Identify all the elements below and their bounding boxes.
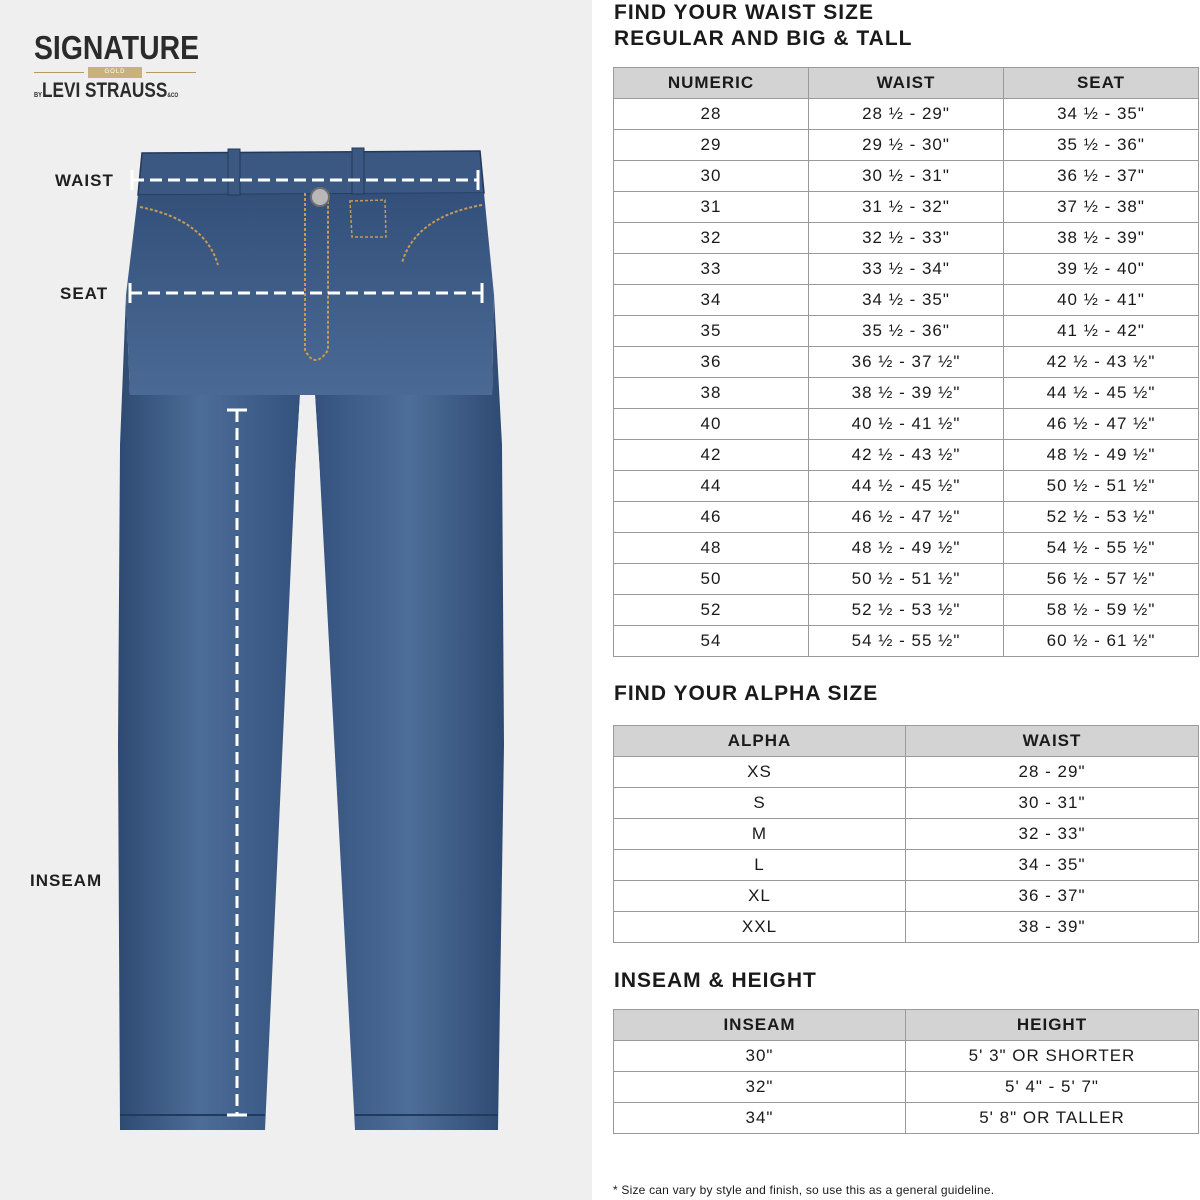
- table-row: [614, 626, 1199, 657]
- table-cell: 38 ½ - 39 ½": [809, 378, 1004, 409]
- table-cell: 35 ½ - 36": [809, 316, 1004, 347]
- table-cell: 28: [614, 99, 809, 130]
- table-row: [614, 378, 1199, 409]
- table-cell: 52 ½ - 53 ½": [1004, 502, 1199, 533]
- table-cell: 37 ½ - 38": [1004, 192, 1199, 223]
- table-row: [614, 254, 1199, 285]
- table-cell: 28 ½ - 29": [809, 99, 1004, 130]
- table-cell: 48: [614, 533, 809, 564]
- table-row: [614, 409, 1199, 440]
- table-row: [614, 1041, 1199, 1072]
- table-row: [614, 881, 1199, 912]
- table-cell: 60 ½ - 61 ½": [1004, 626, 1199, 657]
- table-cell: 50 ½ - 51 ½": [1004, 471, 1199, 502]
- table-cell: 54 ½ - 55 ½": [1004, 533, 1199, 564]
- logo-trademark: &CO: [167, 93, 179, 99]
- table-row: [614, 757, 1199, 788]
- table-row: [614, 316, 1199, 347]
- table-header-row: [614, 68, 1199, 99]
- size-footnote: * Size can vary by style and finish, so use this as a general guideline.: [613, 1183, 995, 1197]
- table-cell: XXL: [614, 912, 906, 943]
- header-waist: WAIST: [809, 68, 1004, 99]
- table-cell: 35: [614, 316, 809, 347]
- table-cell: 52 ½ - 53 ½": [809, 595, 1004, 626]
- table-cell: 29: [614, 130, 809, 161]
- table-cell: 32 ½ - 33": [809, 223, 1004, 254]
- alpha-section-title: FIND YOUR ALPHA SIZE: [614, 682, 879, 705]
- table-header-row: [614, 726, 1199, 757]
- table-cell: 58 ½ - 59 ½": [1004, 595, 1199, 626]
- table-cell: 36 - 37": [906, 881, 1199, 912]
- table-row: [614, 99, 1199, 130]
- table-row: [614, 502, 1199, 533]
- table-cell: 40 ½ - 41": [1004, 285, 1199, 316]
- header-height: HEIGHT: [906, 1010, 1199, 1041]
- header-inseam: INSEAM: [614, 1010, 906, 1041]
- table-cell: 41 ½ - 42": [1004, 316, 1199, 347]
- waist-title-line2: REGULAR AND BIG & TALL: [614, 27, 913, 50]
- waist-section-title: [614, 0, 912, 52]
- table-cell: 50: [614, 564, 809, 595]
- header-numeric: NUMERIC: [614, 68, 809, 99]
- table-cell: 42: [614, 440, 809, 471]
- table-cell: 42 ½ - 43 ½": [1004, 347, 1199, 378]
- table-cell: 5' 3" OR SHORTER: [906, 1041, 1199, 1072]
- table-cell: 34 - 35": [906, 850, 1199, 881]
- table-row: [614, 471, 1199, 502]
- waist-measure-label: WAIST: [55, 171, 114, 190]
- table-row: [614, 223, 1199, 254]
- table-row: [614, 1103, 1199, 1134]
- table-cell: 40: [614, 409, 809, 440]
- signature-logo: [34, 30, 204, 107]
- table-cell: M: [614, 819, 906, 850]
- table-cell: 44 ½ - 45 ½": [809, 471, 1004, 502]
- table-cell: 38: [614, 378, 809, 409]
- table-cell: 48 ½ - 49 ½": [1004, 440, 1199, 471]
- table-cell: 36 ½ - 37 ½": [809, 347, 1004, 378]
- table-cell: 34 ½ - 35": [1004, 99, 1199, 130]
- table-cell: 35 ½ - 36": [1004, 130, 1199, 161]
- table-row: [614, 819, 1199, 850]
- table-cell: 56 ½ - 57 ½": [1004, 564, 1199, 595]
- table-cell: 5' 4" - 5' 7": [906, 1072, 1199, 1103]
- product-image-panel: [0, 0, 592, 1200]
- table-cell: 46 ½ - 47 ½": [1004, 409, 1199, 440]
- table-cell: 32": [614, 1072, 906, 1103]
- table-row: [614, 912, 1199, 943]
- logo-by: BY: [34, 92, 42, 99]
- header-alpha: ALPHA: [614, 726, 906, 757]
- table-cell: 39 ½ - 40": [1004, 254, 1199, 285]
- table-cell: 30: [614, 161, 809, 192]
- table-row: [614, 347, 1199, 378]
- table-cell: L: [614, 850, 906, 881]
- header-seat: SEAT: [1004, 68, 1199, 99]
- waist-size-table: [613, 67, 1199, 657]
- seat-measure-label: SEAT: [60, 284, 109, 303]
- logo-gold-badge: GOLD: [88, 67, 142, 78]
- table-cell: S: [614, 788, 906, 819]
- table-cell: 44: [614, 471, 809, 502]
- table-cell: 31: [614, 192, 809, 223]
- table-row: [614, 130, 1199, 161]
- table-row: [614, 595, 1199, 626]
- table-cell: 54: [614, 626, 809, 657]
- table-cell: 36: [614, 347, 809, 378]
- logo-subline: [34, 79, 179, 107]
- table-cell: 29 ½ - 30": [809, 130, 1004, 161]
- table-cell: 5' 8" OR TALLER: [906, 1103, 1199, 1134]
- table-cell: XL: [614, 881, 906, 912]
- table-cell: 50 ½ - 51 ½": [809, 564, 1004, 595]
- table-cell: 34": [614, 1103, 906, 1134]
- table-header-row: [614, 1010, 1199, 1041]
- table-cell: 31 ½ - 32": [809, 192, 1004, 223]
- logo-gold-bar: [34, 67, 196, 79]
- table-cell: 40 ½ - 41 ½": [809, 409, 1004, 440]
- table-cell: XS: [614, 757, 906, 788]
- table-cell: 46 ½ - 47 ½": [809, 502, 1004, 533]
- table-cell: 36 ½ - 37": [1004, 161, 1199, 192]
- table-row: [614, 850, 1199, 881]
- table-cell: 34: [614, 285, 809, 316]
- waist-title-line1: FIND YOUR WAIST SIZE: [614, 1, 874, 24]
- table-row: [614, 1072, 1199, 1103]
- table-cell: 32 - 33": [906, 819, 1199, 850]
- table-row: [614, 564, 1199, 595]
- alpha-size-table: [613, 725, 1199, 943]
- table-cell: 48 ½ - 49 ½": [809, 533, 1004, 564]
- header-alpha-waist: WAIST: [906, 726, 1199, 757]
- inseam-section-title: INSEAM & HEIGHT: [614, 969, 817, 992]
- table-row: [614, 285, 1199, 316]
- table-cell: 38 - 39": [906, 912, 1199, 943]
- logo-brand: LEVI STRAUSS: [41, 79, 168, 102]
- table-row: [614, 440, 1199, 471]
- table-cell: 34 ½ - 35": [809, 285, 1004, 316]
- table-cell: 46: [614, 502, 809, 533]
- table-cell: 30": [614, 1041, 906, 1072]
- table-cell: 42 ½ - 43 ½": [809, 440, 1004, 471]
- table-row: [614, 161, 1199, 192]
- table-cell: 28 - 29": [906, 757, 1199, 788]
- inseam-height-table: [613, 1009, 1199, 1134]
- table-cell: 33 ½ - 34": [809, 254, 1004, 285]
- table-cell: 30 ½ - 31": [809, 161, 1004, 192]
- table-row: [614, 192, 1199, 223]
- table-cell: 52: [614, 595, 809, 626]
- logo-wordmark: SIGNATURE: [34, 29, 200, 66]
- table-cell: 54 ½ - 55 ½": [809, 626, 1004, 657]
- table-cell: 32: [614, 223, 809, 254]
- inseam-measure-label: INSEAM: [30, 871, 103, 890]
- jeans-illustration: [110, 145, 510, 1135]
- table-cell: 33: [614, 254, 809, 285]
- table-cell: 38 ½ - 39": [1004, 223, 1199, 254]
- table-row: [614, 788, 1199, 819]
- table-cell: 30 - 31": [906, 788, 1199, 819]
- table-row: [614, 533, 1199, 564]
- table-cell: 44 ½ - 45 ½": [1004, 378, 1199, 409]
